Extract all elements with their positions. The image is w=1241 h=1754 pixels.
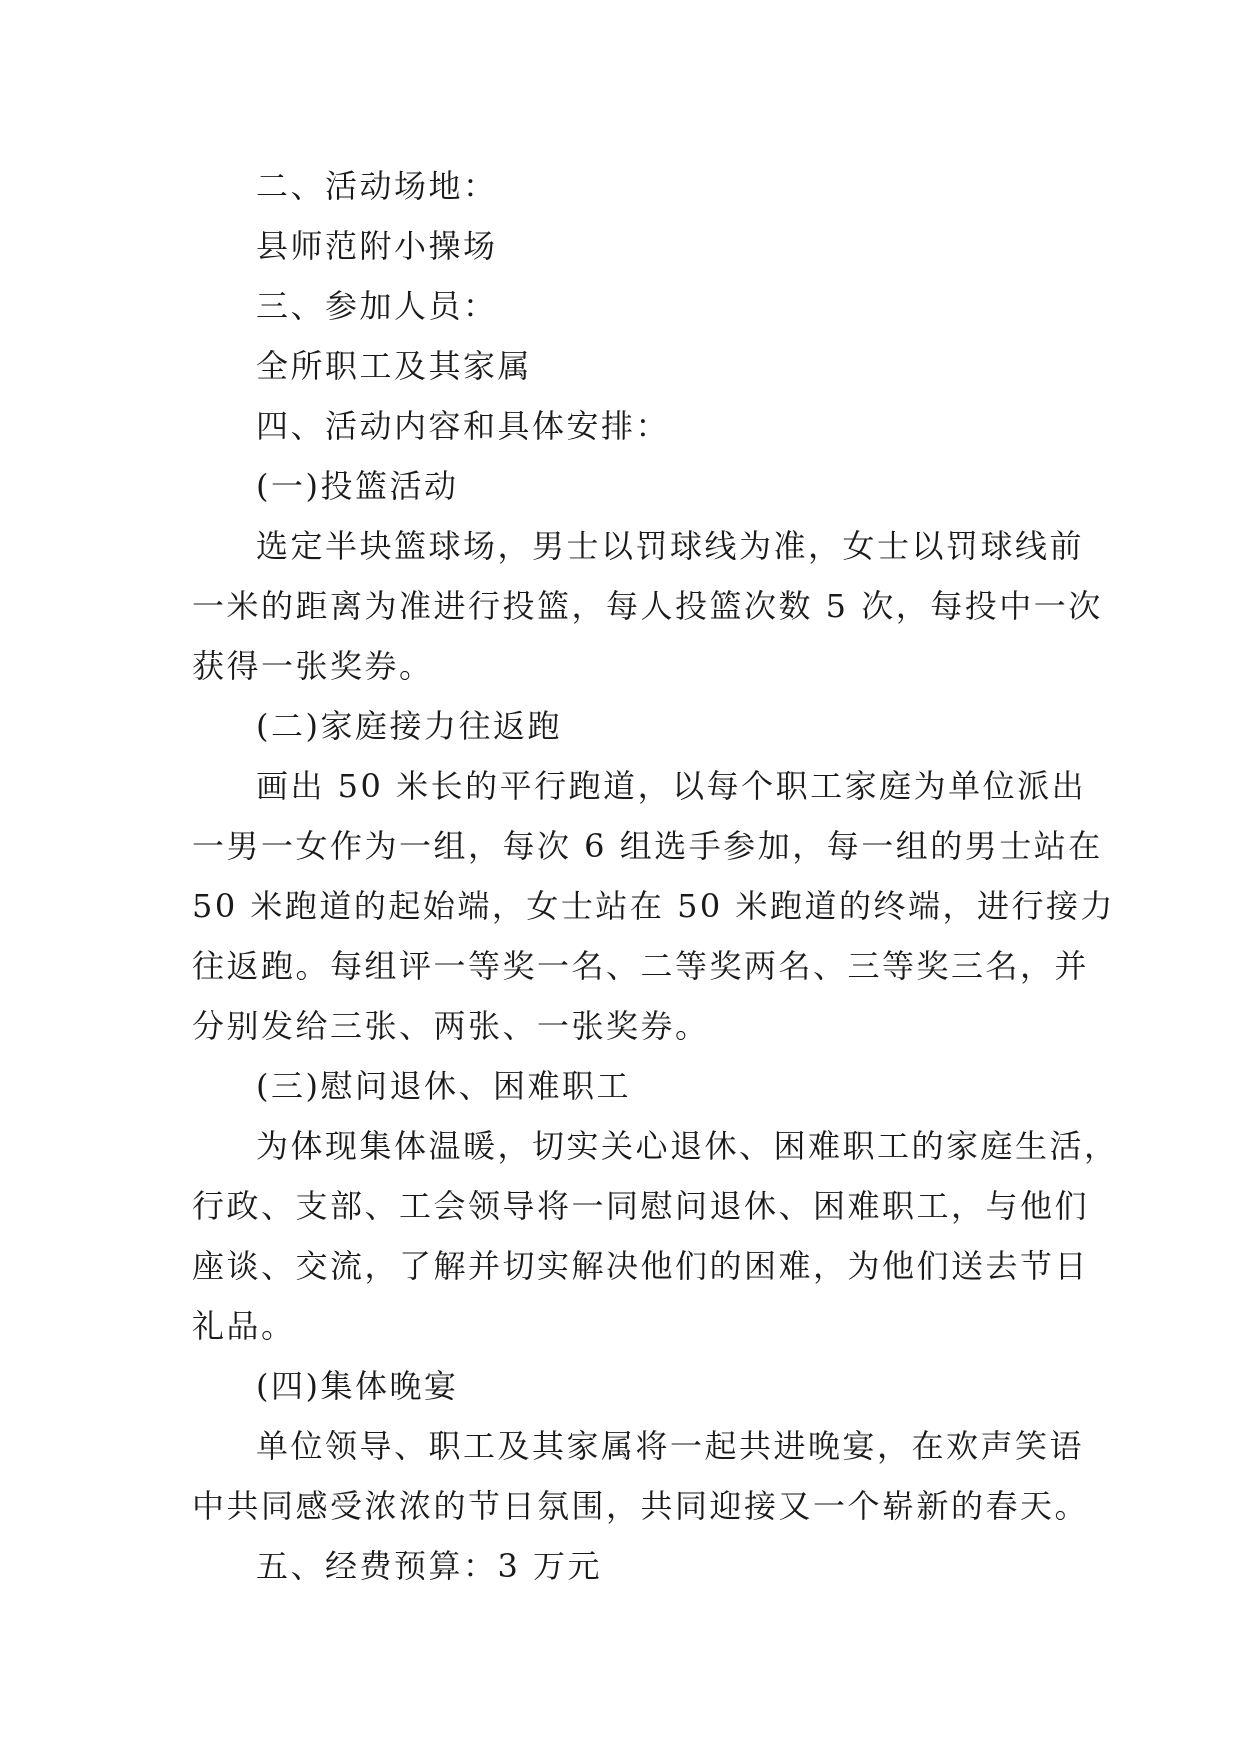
paragraph: [192, 1116, 1119, 1356]
text-line: 分别发给三张、两张、一张奖券。: [192, 1007, 710, 1045]
text-line: 县师范附小操场: [256, 227, 498, 265]
text-line: 画出 50 米长的平行跑道，以每个职工家庭为单位派出: [256, 767, 1087, 805]
text-line: 一米的距离为准进行投篮，每人投篮次数 5 次，每投中一次: [192, 587, 1103, 625]
text-line: 座谈、交流，了解并切实解决他们的困难，为他们送去节日: [192, 1247, 1090, 1285]
text-line: 三、参加人员：: [256, 287, 498, 325]
text-line: 中共同感受浓浓的节日氛围，共同迎接又一个崭新的春天。: [192, 1487, 1090, 1525]
paragraph: [192, 516, 1103, 696]
paragraph: [192, 1056, 1062, 1116]
text-line: 为体现集体温暖，切实关心退休、困难职工的家庭生活，: [256, 1127, 1119, 1165]
text-line: (三)慰问退休、困难职工: [256, 1067, 631, 1105]
text-line: 往返跑。每组评一等奖一名、二等奖两名、三等奖三名，并: [192, 947, 1090, 985]
paragraph: [192, 1536, 1062, 1596]
text-line: 一男一女作为一组，每次 6 组选手参加，每一组的男士站在: [192, 827, 1103, 865]
paragraph: [192, 1356, 1062, 1416]
text-line: 选定半块篮球场，男士以罚球线为准，女士以罚球线前: [256, 527, 1085, 565]
paragraph: [192, 216, 1062, 276]
paragraph: [192, 1416, 1090, 1536]
text-line: 50 米跑道的起始端，女士站在 50 米跑道的终端，进行接力: [192, 887, 1115, 925]
text-line: 四、活动内容和具体安排：: [256, 407, 671, 445]
text-line: 礼品。: [192, 1307, 296, 1345]
text-line: 获得一张奖券。: [192, 647, 434, 685]
document-page: [192, 156, 1119, 1596]
paragraph: [192, 756, 1115, 1056]
paragraph: [192, 396, 1062, 456]
paragraph: [192, 336, 1062, 396]
paragraph: [192, 456, 1062, 516]
text-line: 行政、支部、工会领导将一同慰问退休、困难职工，与他们: [192, 1187, 1090, 1225]
text-line: 二、活动场地：: [256, 167, 498, 205]
text-line: (四)集体晚宴: [256, 1367, 459, 1405]
text-line: (二)家庭接力往返跑: [256, 707, 562, 745]
text-line: (一)投篮活动: [256, 467, 459, 505]
text-line: 五、经费预算：3 万元: [256, 1547, 603, 1585]
text-line: 单位领导、职工及其家属将一起共进晚宴，在欢声笑语: [256, 1427, 1085, 1465]
paragraph: [192, 696, 1062, 756]
paragraph: [192, 276, 1062, 336]
paragraph: [192, 156, 1062, 216]
text-line: 全所职工及其家属: [256, 347, 533, 385]
